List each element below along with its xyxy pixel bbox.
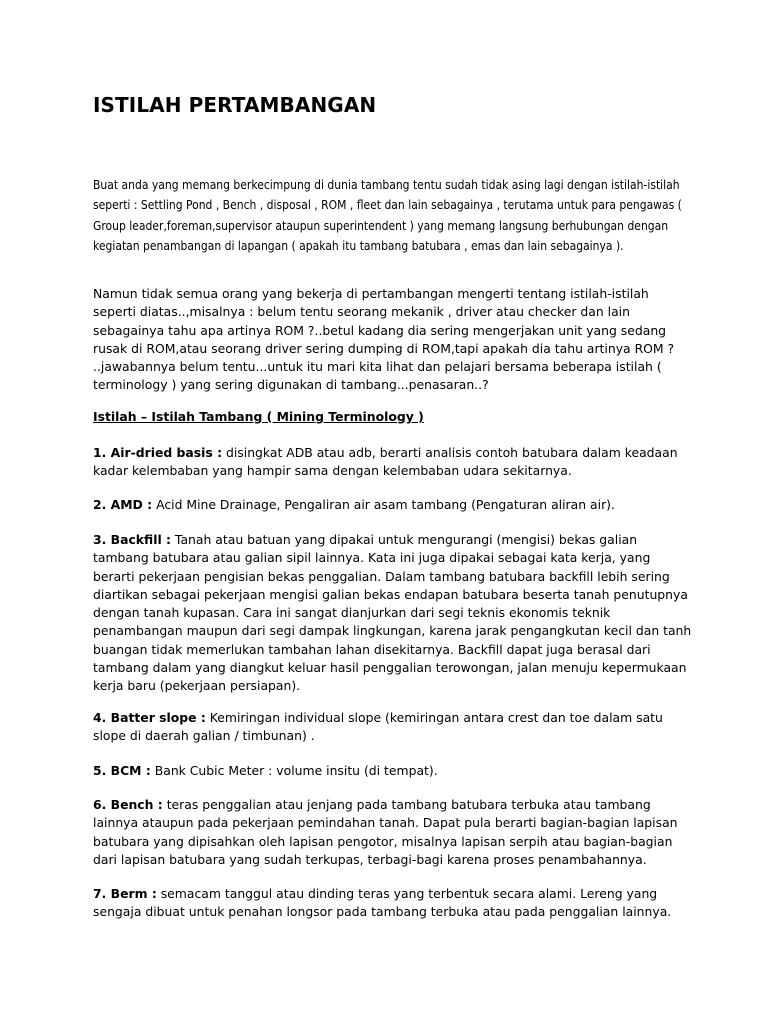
term-name: 3. Backfill : [93, 532, 171, 547]
document-title: ISTILAH PERTAMBANGAN [93, 93, 377, 117]
section-heading: Istilah – Istilah Tambang ( Mining Terminology ) [93, 409, 424, 424]
term-entry [93, 885, 693, 922]
explanation-paragraph: Namun tidak semua orang yang bekerja di pertambangan mengerti tentang istilah-istilah seperti diatas..,misalnya : belum tentu seorang mekanik , driver atau checker dan lain sebagainya tahu apa artinya ROM ?..betul kadang dia sering mengerjakan unit yang sedang rusak di ROM,atau seorang driver sering dumping di ROM,tapi apakah dia tahu artinya ROM ? ..jawabannya belum tentu...untuk itu mari kita lihat dan pelajari bersama beberapa istilah ( terminology ) yang sering digunakan di tambang...penasaran..? [93, 286, 675, 393]
term-entry [93, 444, 693, 481]
intro-paragraph: Buat anda yang memang berkecimpung di dunia tambang tentu sudah tidak asing lagi dengan istilah-istilah seperti : Settling Pond , Bench , disposal , ROM , fleet dan lain sebagainya , terutama untuk para pengawas ( Group leader,foreman,supervisor ataupun superintendent ) yang memang langsung berhubungan dengan kegiatan penambangan di lapangan ( apakah itu tambang batubara , emas dan lain sebagainya ). [93, 178, 682, 253]
term-definition: Acid Mine Drainage, Pengaliran air asam tambang (Pengaturan aliran air). [152, 497, 615, 512]
term-definition: disingkat ADB atau adb, berarti analisis contoh batubara dalam keadaan kadar kelembaban yang hampir sama dengan kelembaban udara sekitarnya. [93, 445, 678, 479]
term-name: 7. Berm : [93, 886, 157, 901]
term-name: 5. BCM : [93, 763, 151, 778]
term-definition: semacam tanggul atau dinding teras yang terbentuk secara alami. Lereng yang sengaja dibuat untuk penahan longsor pada tambang terbuka atau pada penggalian lainnya. [93, 886, 672, 920]
term-definition: Bank Cubic Meter : volume insitu (di tempat). [150, 763, 438, 778]
term-entry [93, 496, 693, 514]
term-name: 2. AMD : [93, 497, 153, 512]
term-definition: teras penggalian atau jenjang pada tambang batubara terbuka atau tambang lainnya ataupun pada pekerjaan pemindahan tanah. Dapat pula berarti bagian-bagian lapisan batubara yang dipisahkan oleh lapisan pengotor, misalnya lapisan serpih atau bagian-bagian dari lapisan batubara yang sudah terkupas, terbagi-bagi karena proses penambahannya. [93, 797, 678, 867]
term-entry [93, 796, 693, 869]
term-definition: Kemiringan individual slope (kemiringan antara crest dan toe dalam satu slope di daerah galian / timbunan) . [93, 710, 663, 744]
term-entry [93, 762, 693, 780]
term-entry [93, 531, 693, 696]
term-name: 6. Bench : [93, 797, 163, 812]
document-page [93, 92, 693, 920]
term-definition: Tanah atau batuan yang dipakai untuk mengurangi (mengisi) bekas galian tambang batubara atau galian sipil lainnya. Kata ini juga dipakai sebagai kata kerja, yang berarti pekerjaan pengisian bekas penggalian. Dalam tambang batubara backfill lebih sering diartikan sebagai pekerjaan mengisi galian bekas endapan batubara beserta tanah penutupnya dengan tanah kupasan. Cara ini sangat dianjurkan dari segi teknis ekonomis teknik penambangan maupun dari segi dampak lingkungan, karena jarak pengangkutan kecil dan tanh buangan tidak memerlukan tambahan lahan disekitarnya. Backfill dapat juga berasal dari tambang dalam yang diangkut keluar hasil penggalian terowongan, jalan menuju kepermukaan kerja baru (pekerjaan persiapan). [93, 532, 692, 694]
term-name: 4. Batter slope : [93, 710, 206, 725]
term-entry [93, 709, 693, 746]
term-name: 1. Air-dried basis : [93, 445, 223, 460]
